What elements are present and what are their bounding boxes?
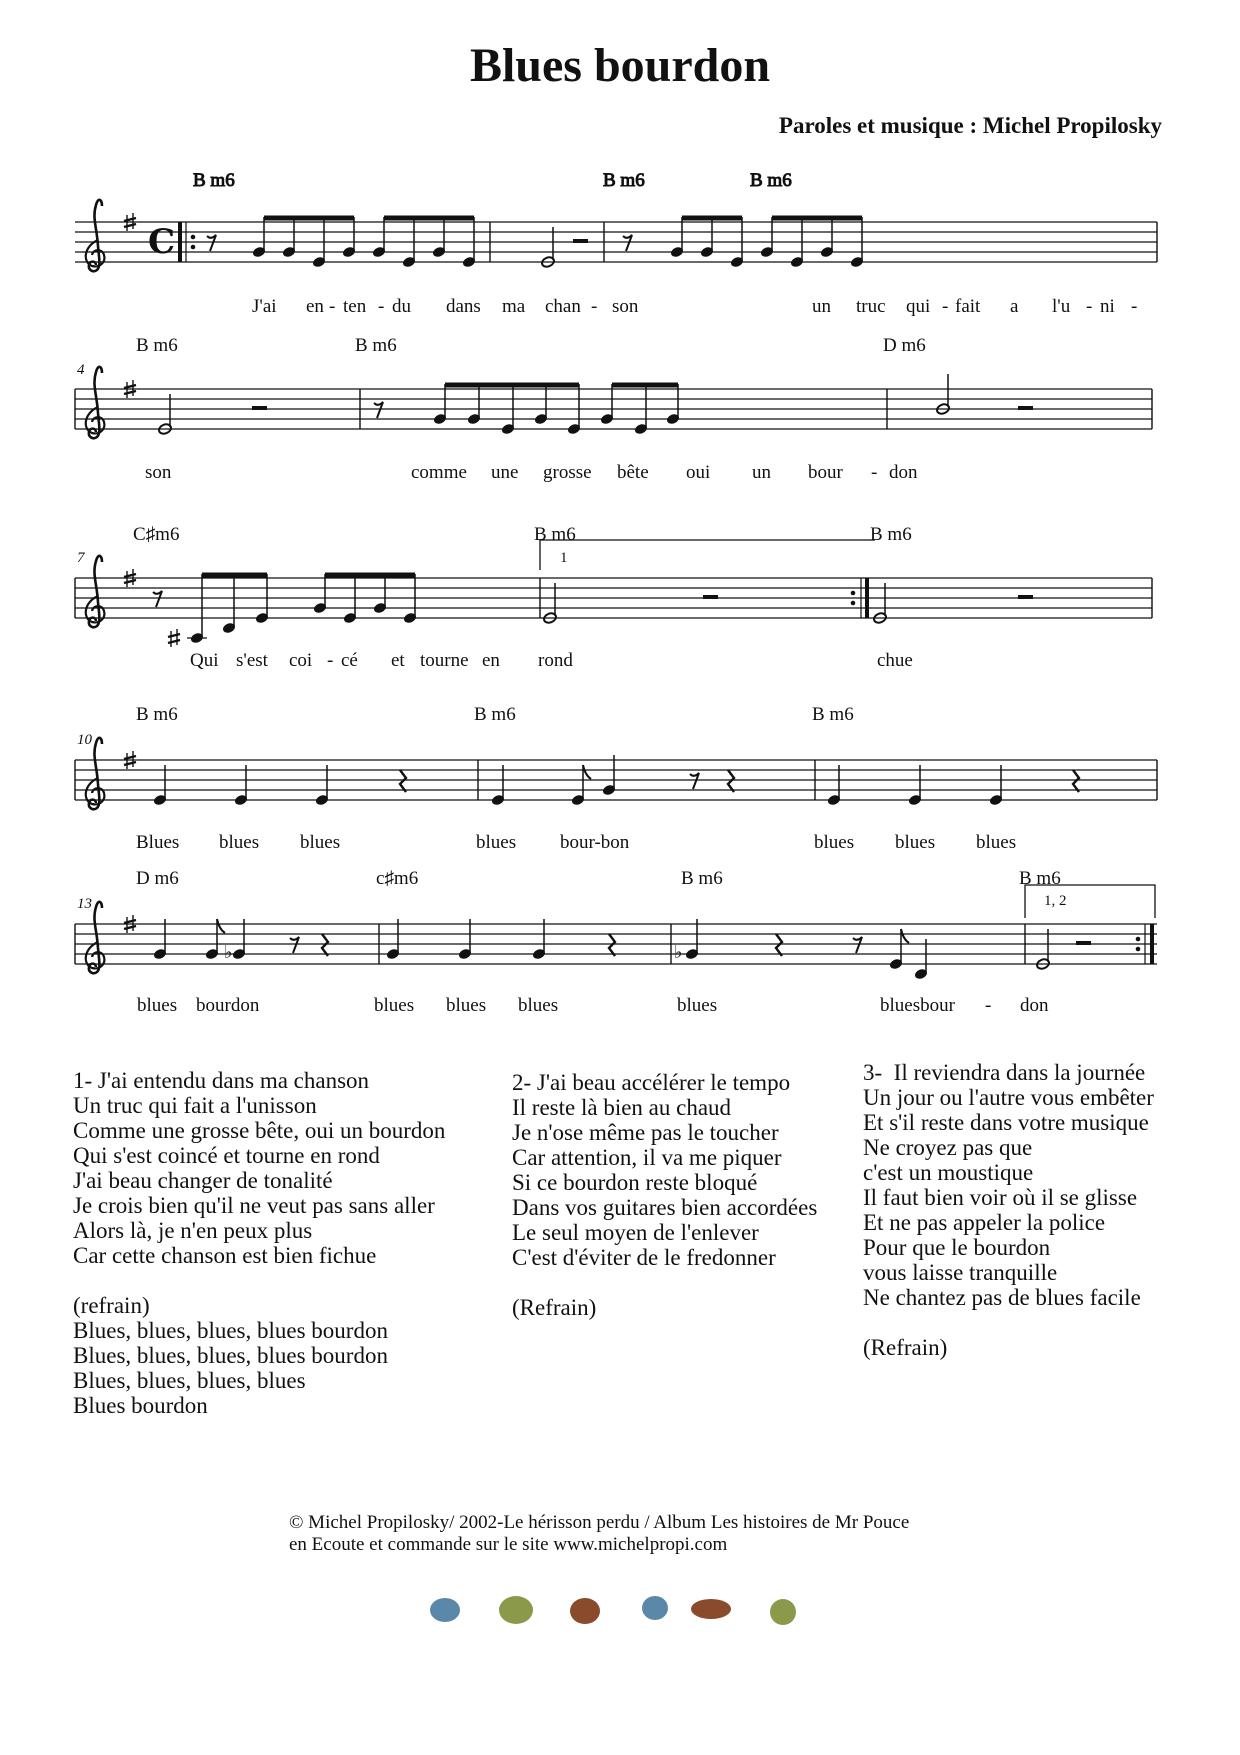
verse-line: Qui s'est coincé et tourne en rond (73, 1143, 380, 1168)
verse-line: Il reste là bien au chaud (512, 1095, 732, 1120)
refrain-line: Blues, blues, blues, blues bourdon (73, 1343, 388, 1368)
lyric: chan (545, 296, 581, 317)
lyric: - (871, 462, 878, 483)
lyric: don (1020, 995, 1049, 1016)
verse-line: Et ne pas appeler la police (863, 1210, 1106, 1235)
staff-lines (75, 222, 1157, 262)
chord-label: C♯m6 (133, 524, 180, 545)
measure-number: 10 (77, 732, 92, 748)
lyric: son (612, 296, 639, 317)
lyric: - (327, 650, 334, 671)
measure-number: 13 (77, 896, 92, 912)
volta-number: 1 (560, 550, 568, 566)
verse-line: Je n'ose même pas le toucher (512, 1120, 779, 1145)
verse-line: Si ce bourdon reste bloqué (512, 1170, 758, 1195)
lyric: - (1086, 296, 1093, 317)
green-dot-icon (770, 1599, 796, 1625)
verse-line: Car cette chanson est bien fichue (73, 1243, 377, 1268)
system-2 (75, 335, 1152, 483)
lyric: blues (895, 832, 936, 853)
verse-line: Je crois bien qu'il ne veut pas sans aller (73, 1193, 435, 1218)
measure-number: 7 (77, 550, 85, 566)
lyric: bête (617, 462, 649, 483)
verse-3 (863, 1060, 1154, 1360)
chord-label: B m6 (870, 524, 912, 545)
verse-line: Un jour ou l'autre vous embêter (863, 1085, 1154, 1110)
treble-clef-icon (86, 556, 105, 627)
lyric: son (145, 462, 172, 483)
website-line[interactable]: en Ecoute et commande sur le site www.michelpropi.com (289, 1534, 728, 1555)
lyric: blues (518, 995, 559, 1016)
verse-line: C'est d'éviter de le fredonner (512, 1245, 776, 1270)
lyric: Qui (190, 650, 219, 671)
brown-dot-icon (691, 1599, 731, 1619)
lyrics-system-1 (252, 296, 1137, 317)
chord-label: D m6 (136, 868, 179, 889)
lyric: - (985, 995, 992, 1016)
verse-line: Dans vos guitares bien accordées (512, 1195, 818, 1220)
verse-line: Le seul moyen de l'enlever (512, 1220, 759, 1245)
lyric: un (812, 296, 831, 317)
lyric: cé (341, 650, 358, 671)
lyric: bour-bon (560, 832, 630, 853)
lyric: blues (677, 995, 718, 1016)
volta-number: 1, 2 (1044, 893, 1067, 909)
verse-line: 2- J'ai beau accélérer le tempo (512, 1070, 791, 1095)
chord-label: B m6 (136, 335, 178, 356)
refrain-label: (refrain) (73, 1293, 150, 1318)
lyric: don (889, 462, 918, 483)
lyric: coi (289, 650, 313, 671)
treble-clef-icon (86, 200, 105, 271)
chord-label: B m6 (474, 704, 516, 725)
lyric: - (378, 296, 385, 317)
lyric: en (482, 650, 500, 671)
treble-clef-icon (86, 367, 105, 438)
footer (289, 1512, 909, 1556)
lyric: en (306, 296, 324, 317)
verse-line: vous laisse tranquille (863, 1260, 1058, 1285)
lyric: oui (686, 462, 711, 483)
chord-label: B m6 (603, 170, 645, 191)
verse-line: Pour que le bourdon (863, 1235, 1051, 1260)
system-3 (75, 524, 1152, 671)
chord-label: B m6 (355, 335, 397, 356)
lyric: truc (856, 296, 886, 317)
system-5 (75, 868, 1157, 1016)
lyric: grosse (543, 462, 592, 483)
lyric: du (392, 296, 411, 317)
lyric: blues (446, 995, 487, 1016)
verse-1 (73, 1068, 445, 1418)
credit-line: Paroles et musique : Michel Propilosky (778, 113, 1162, 138)
lyric: ten (343, 296, 367, 317)
verse-2 (512, 1070, 817, 1320)
chord-label: B m6 (750, 170, 792, 191)
chord-label: B m6 (136, 704, 178, 725)
song-title: Blues bourdon (469, 39, 771, 92)
lyric: blues (374, 995, 415, 1016)
verse-line: Un truc qui fait a l'unisson (73, 1093, 317, 1118)
lyric: l'u (1052, 296, 1071, 317)
svg-text:♭: ♭ (674, 942, 683, 962)
blue-dot-icon (430, 1598, 460, 1622)
verse-line: Comme une grosse bête, oui un bourdon (73, 1118, 446, 1143)
lyric: ma (502, 296, 526, 317)
refrain-line: Blues, blues, blues, blues (73, 1368, 306, 1393)
verse-line: Ne chantez pas de blues facile (863, 1285, 1141, 1310)
lyric: qui (906, 296, 931, 317)
blue-dot-icon (642, 1596, 668, 1620)
refrain-line: Blues, blues, blues, blues bourdon (73, 1318, 388, 1343)
chord-label: B m6 (1019, 868, 1061, 889)
lyric: a (1010, 296, 1019, 317)
treble-clef-icon (86, 902, 105, 973)
notes-measure-1 (252, 217, 477, 268)
lyric: - (1131, 296, 1138, 317)
lyric: bourdon (196, 995, 260, 1016)
lyric: - (329, 296, 336, 317)
lyric: ni (1100, 296, 1115, 317)
lyric: fait (955, 296, 981, 317)
verse-line: c'est un moustique (863, 1160, 1034, 1185)
verse-line: Car attention, il va me piquer (512, 1145, 782, 1170)
lyric: s'est (236, 650, 268, 671)
lyric: bluesbour (880, 995, 955, 1016)
lyric: et (391, 650, 405, 671)
lyric: - (591, 296, 598, 317)
lyric: bour (808, 462, 843, 483)
lyric: un (752, 462, 771, 483)
lyric: tourne (420, 650, 469, 671)
svg-text:♭: ♭ (224, 942, 233, 962)
lyric: blues (814, 832, 855, 853)
chord-label: B m6 (681, 868, 723, 889)
chord-label: B m6 (534, 524, 576, 545)
lyric: comme (411, 462, 467, 483)
green-dot-icon (499, 1596, 533, 1624)
lyric: blues (976, 832, 1017, 853)
chord-label: D m6 (883, 335, 926, 356)
refrain-line: Blues bourdon (73, 1393, 208, 1418)
verse-line: J'ai beau changer de tonalité (73, 1168, 333, 1193)
chord-label: B m6 (193, 170, 235, 191)
chord-label: c♯m6 (376, 868, 419, 889)
lyric: - (942, 296, 949, 317)
verse-line: Et s'il reste dans votre musique (863, 1110, 1149, 1135)
lyric: une (491, 462, 519, 483)
lyric: blues (300, 832, 341, 853)
lyric: blues (476, 832, 517, 853)
lyric: dans (446, 296, 481, 317)
lyric: Blues (136, 832, 180, 853)
verse-line: Ne croyez pas que (863, 1135, 1033, 1160)
verse-line: Il faut bien voir où il se glisse (863, 1185, 1138, 1210)
lyric: blues (219, 832, 260, 853)
verse-line: Alors là, je n'en peux plus (73, 1218, 313, 1243)
verse-line: 1- J'ai entendu dans ma chanson (73, 1068, 370, 1093)
chord-label: B m6 (812, 704, 854, 725)
refrain-label: (Refrain) (863, 1335, 948, 1360)
system-1 (75, 170, 1157, 317)
lyric: chue (877, 650, 913, 671)
lyric: blues (137, 995, 178, 1016)
treble-clef-icon (86, 738, 105, 809)
system-4 (75, 704, 1157, 853)
time-signature: C (148, 222, 176, 262)
copyright-line: © Michel Propilosky/ 2002-Le hérisson perdu / Album Les histoires de Mr Pouce (289, 1512, 910, 1533)
decorative-dots (0, 1590, 1240, 1630)
brown-dot-icon (570, 1598, 600, 1624)
lyric: J'ai (252, 296, 277, 317)
measure-number: 4 (77, 362, 85, 378)
lyric: rond (538, 650, 573, 671)
verse-line: 3- Il reviendra dans la journée (863, 1060, 1146, 1085)
refrain-label: (Refrain) (512, 1295, 597, 1320)
